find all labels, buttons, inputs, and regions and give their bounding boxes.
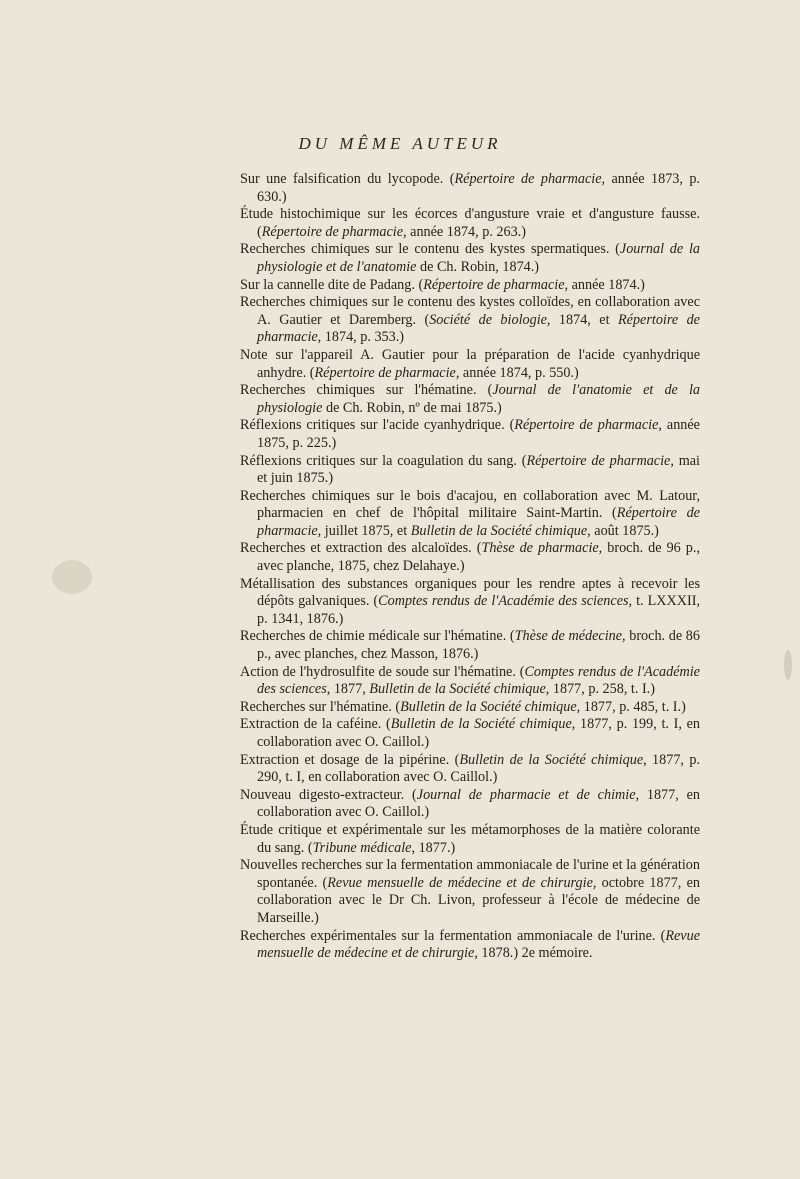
entry-text: Recherches chimiques sur le contenu des kystes spermatiques. (: [240, 241, 620, 258]
entry-text: Métallisation des substances organiques pour les rendre aptes à recevoir les dépôts galvaniques. (: [240, 575, 700, 610]
entry-text: année 1875, p. 225.): [257, 417, 700, 451]
bibliography-entry: [240, 857, 700, 927]
entry-text: 1878.) 2e mémoire.: [477, 945, 593, 962]
entry-text: Nouvelles recherches sur la fermentation ammoniacale de l'urine et la génération spontanée. (: [240, 857, 700, 891]
publication-title: Thèse de médecine,: [514, 628, 626, 645]
entry-text: 1877, p. 290, t. I, en collaboration avec O. Caillol.): [257, 751, 700, 786]
entry-text: Recherches chimiques sur le bois d'acajou, en collaboration avec M. Latour, pharmacien en chef de l'hôpital militaire Saint-Martin. (: [240, 487, 700, 522]
entry-text: année 1874, p. 263.): [406, 223, 526, 240]
entry-text: 1877, p. 485, t. I.): [580, 698, 686, 715]
bibliography-entry: [240, 488, 700, 541]
entry-text: 1877, en collaboration avec O. Caillol.): [257, 786, 700, 821]
publication-title: Thèse de pharmacie,: [481, 540, 603, 557]
bibliography-entry: [240, 206, 700, 241]
bibliography-entry: [240, 417, 700, 452]
bibliography-entry: [240, 928, 700, 963]
publication-title: Bulletin de la Société chimique,: [410, 522, 591, 539]
entry-text: Recherches chimiques sur le contenu des kystes colloïdes, en collaboration avec A. Gautier et Daremberg. (: [240, 294, 700, 328]
publication-title: Société de biologie,: [429, 311, 551, 328]
entry-text: Recherches sur l'hématine. (: [240, 698, 401, 715]
publication-title: Répertoire de pharmacie,: [261, 223, 407, 240]
bibliography-entry: [240, 540, 700, 575]
entry-text: Action de l'hydrosulfite de soude sur l'hématine. (: [240, 663, 525, 680]
entry-text: année 1874, p. 550.): [459, 364, 579, 381]
entry-text: Recherches chimiques sur l'hématine. (: [240, 382, 493, 399]
entry-text: de Ch. Robin, nº de mai 1875.): [322, 399, 502, 416]
bibliography-entry: [240, 453, 700, 488]
bibliography-entry: [240, 171, 700, 206]
publication-title: Comptes rendus de l'Académie des sciences,: [378, 593, 633, 610]
paper-spot: [784, 650, 792, 680]
entry-text: Étude critique et expérimentale sur les métamorphoses de la matière colorante du sang. (: [240, 821, 700, 856]
entry-text: 1874, p. 353.): [321, 329, 404, 346]
publication-title: Bulletin de la Société chimique,: [400, 698, 581, 715]
bibliography-entry: [240, 716, 700, 751]
entry-text: Réflexions critiques sur la coagulation du sang. (: [240, 452, 527, 469]
entry-text: Note sur l'appareil A. Gautier pour la préparation de l'acide cyanhydrique anhydre. (: [240, 346, 700, 381]
entry-text: broch. de 86 p., avec planches, chez Masson, 1876.): [257, 628, 700, 663]
entry-text: 1877,: [330, 681, 370, 698]
entry-text: juillet 1875, et: [321, 522, 411, 539]
entry-text: Réflexions critiques sur l'acide cyanhydrique. (: [240, 417, 515, 434]
bibliography-entry: [240, 576, 700, 629]
bibliography-entry: [240, 382, 700, 417]
publication-title: Journal de l'anatomie et de la physiologie: [257, 382, 701, 416]
bibliography-entry: [240, 699, 700, 717]
entry-text: Étude histochimique sur les écorces d'angusture vraie et d'angusture fausse. (: [240, 206, 700, 240]
publication-title: Bulletin de la Société chimique,: [390, 716, 576, 733]
entry-text: Extraction de la caféine. (: [240, 716, 391, 733]
bibliography-entry: [240, 752, 700, 787]
entry-text: mai et juin 1875.): [257, 452, 701, 487]
entry-text: Sur une falsification du lycopode. (: [240, 171, 455, 187]
publication-title: Répertoire de pharmacie,: [526, 452, 674, 469]
bibliography-entry: [240, 664, 700, 699]
entry-text: Nouveau digesto-extracteur. (: [240, 786, 417, 803]
entry-text: août 1875.): [590, 522, 659, 539]
publication-title: Tribune médicale,: [312, 839, 416, 856]
entry-text: Extraction et dosage de la pipérine. (: [240, 751, 460, 768]
entry-text: année 1873, p. 630.): [257, 171, 700, 205]
entry-text: Recherches et extraction des alcaloïdes. (: [240, 540, 482, 557]
entry-text: Recherches expérimentales sur la fermentation ammoniacale de l'urine. (: [240, 927, 666, 944]
bibliography-entry: [240, 294, 700, 347]
page-title: DU MÊME AUTEUR: [298, 134, 502, 153]
bibliography-entry: [240, 787, 700, 822]
paper-spot: [52, 560, 92, 594]
publication-title: Journal de la physiologie et de l'anatomie: [257, 241, 700, 275]
publication-title: Bulletin de la Société chimique,: [459, 751, 647, 768]
publication-title: Revue mensuelle de médecine et de chirurgie,: [327, 874, 597, 891]
entry-text: année 1874.): [568, 276, 645, 293]
entry-text: broch. de 96 p., avec planche, 1875, chez Delahaye.): [257, 540, 700, 575]
entry-text: Recherches de chimie médicale sur l'hématine. (: [240, 628, 515, 645]
entry-text: 1874, et: [550, 311, 618, 328]
bibliography-entry: [240, 277, 700, 295]
entry-text: 1877.): [415, 839, 456, 856]
entry-text: de Ch. Robin, 1874.): [416, 258, 540, 275]
publication-title: Bulletin de la Société chimique,: [369, 681, 550, 698]
publication-title: Revue mensuelle de médecine et de chirurgie,: [257, 927, 700, 962]
bibliography-entry: [240, 822, 700, 857]
publication-title: Répertoire de pharmacie,: [314, 364, 460, 381]
bibliography-entry: [240, 347, 700, 382]
entry-text: 1877, p. 258, t. I.): [549, 681, 655, 698]
publication-title: Répertoire de pharmacie,: [257, 311, 700, 346]
publication-title: Répertoire de pharmacie,: [257, 505, 700, 539]
bibliography-entry: [240, 628, 700, 663]
entry-text: Sur la cannelle dite de Padang. (: [240, 276, 424, 293]
bibliography-list: [240, 171, 700, 963]
publication-title: Répertoire de pharmacie,: [454, 171, 606, 187]
publication-title: Journal de pharmacie et de chimie,: [416, 786, 640, 803]
entry-text: octobre 1877, en collaboration avec le Dr Ch. Livon, professeur à l'école de médecine de Marseille.): [257, 874, 700, 926]
publication-title: Répertoire de pharmacie,: [423, 276, 569, 293]
bibliography-entry: [240, 241, 700, 276]
entry-text: t. LXXXII, p. 1341, 1876.): [257, 593, 701, 627]
publication-title: Comptes rendus de l'Académie des sciences,: [257, 663, 700, 698]
entry-text: 1877, p. 199, t. I, en collaboration avec O. Caillol.): [257, 716, 701, 750]
publication-title: Répertoire de pharmacie,: [514, 417, 662, 434]
